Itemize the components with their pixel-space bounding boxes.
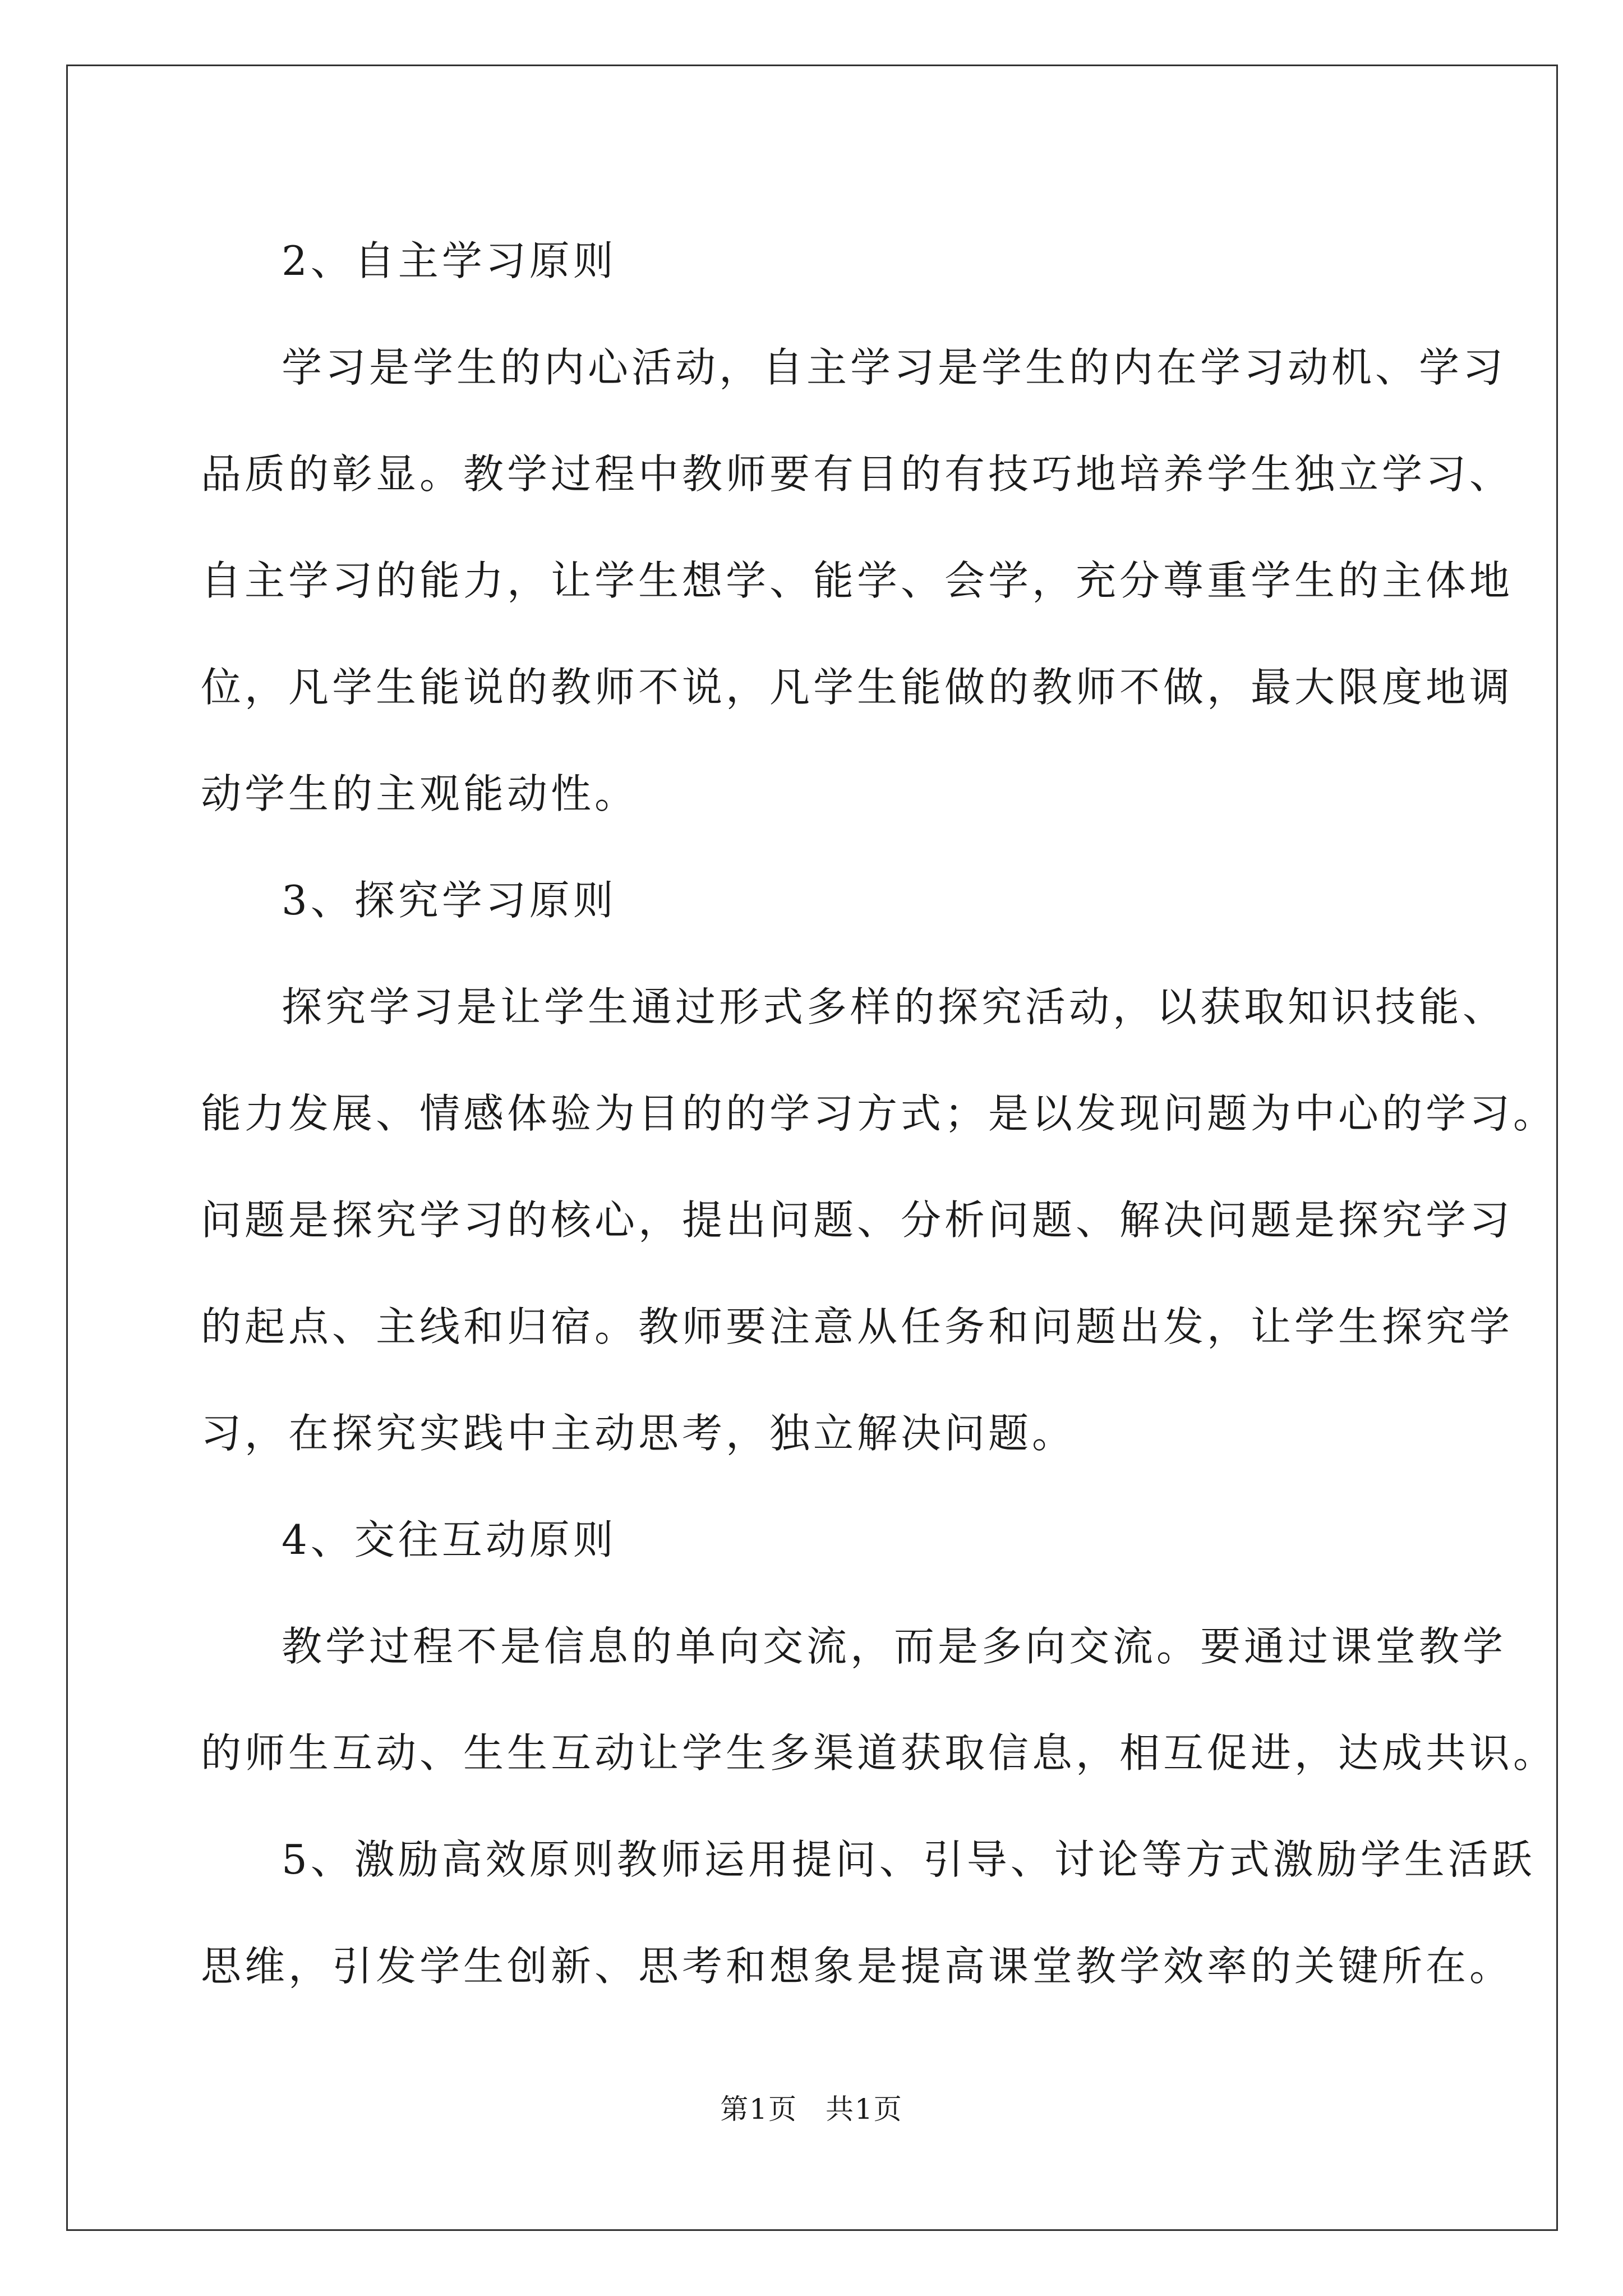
text-line: 位，凡学生能说的教师不说，凡学生能做的教师不做，最大限度地调 — [201, 664, 1514, 711]
page-footer — [0, 2087, 1623, 2127]
text-line: 的起点、主线和归宿。教师要注意从任务和问题出发，让学生探究学 — [201, 1303, 1514, 1350]
heading-self-study: 2、自主学习原则 — [282, 237, 617, 284]
heading-motivation: 5、激励高效原则教师运用提问、引导、讨论等方式激励学生活跃 — [282, 1836, 1536, 1883]
text-line: 习，在探究实践中主动思考，独立解决问题。 — [201, 1410, 1076, 1457]
text-line: 自主学习的能力，让学生想学、能学、会学，充分尊重学生的主体地 — [201, 557, 1514, 604]
text-block — [201, 208, 1557, 2019]
text-line: 教学过程不是信息的单向交流，而是多向交流。要通过课堂教学 — [282, 1623, 1507, 1670]
heading-interaction: 4、交往互动原则 — [282, 1516, 617, 1563]
heading-inquiry: 3、探究学习原则 — [282, 877, 617, 924]
text-line: 动学生的主观能动性。 — [201, 770, 639, 817]
text-line: 品质的彰显。教学过程中教师要有目的有技巧地培养学生独立学习、 — [201, 450, 1514, 498]
text-line: 能力发展、情感体验为目的的学习方式；是以发现问题为中心的学习。 — [201, 1090, 1557, 1137]
text-line: 问题是探究学习的核心，提出问题、分析问题、解决问题是探究学习 — [201, 1197, 1514, 1244]
page-number-current: 第1页 — [720, 2093, 797, 2125]
text-line: 探究学习是让学生通过形式多样的探究活动，以获取知识技能、 — [282, 983, 1507, 1030]
document-body — [201, 208, 1557, 2019]
text-line: 学习是学生的内心活动，自主学习是学生的内在学习动机、学习 — [282, 344, 1507, 391]
text-line: 的师生互动、生生互动让学生多渠道获取信息，相互促进，达成共识。 — [201, 1729, 1557, 1777]
page-number-total: 共1页 — [826, 2093, 903, 2125]
text-line: 思维，引发学生创新、思考和想象是提高课堂教学效率的关键所在。 — [201, 1943, 1514, 1990]
